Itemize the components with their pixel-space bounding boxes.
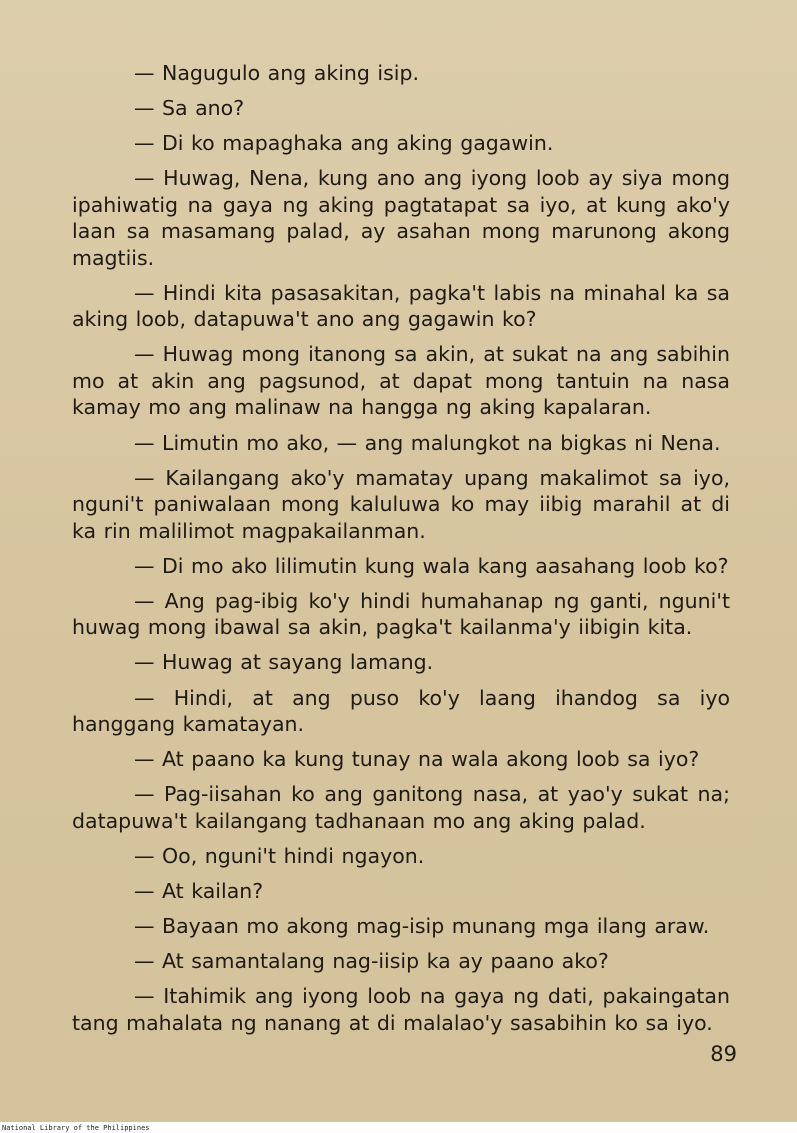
paragraph: — At kailan? <box>134 878 264 903</box>
footer-credit: National Library of the Philippines <box>2 1124 150 1132</box>
paragraph: — At samantalang nag-iisip ka ay paano ako? <box>134 949 609 974</box>
paragraph: — Ang pag-ibig ko'y hindi humahanap ng ganti, nguni't huwag mong ibawal sa akin, pagka't kailanma'y iibigin kita. <box>72 588 730 640</box>
paragraph: — Kailangang ako'y mamatay upang makalimot sa iyo, nguni't paniwalaan mong kaluluwa ko may iibig marahil at di ka rin malilimot magpakailanman. <box>72 465 730 543</box>
paragraph: — Limutin mo ako, — ang malungkot na bigkas ni Nena. <box>134 430 721 455</box>
paragraph: — Nagugulo ang aking isip. <box>134 61 420 85</box>
paragraph: — Di ko mapaghaka ang aking gagawin. <box>134 131 554 156</box>
paragraph: — Sa ano? <box>134 96 245 121</box>
paragraph: — Pag-iisahan ko ang ganitong nasa, at yao'y sukat na; datapuwa't kailangang tadhanaan mo ang aking palad. <box>72 782 730 833</box>
paragraph: — At paano ka kung tunay na wala akong loob sa iyo? <box>134 747 700 772</box>
paragraph: — Oo, nguni't hindi ngayon. <box>134 843 425 868</box>
paragraph: — Hindi, at ang puso ko'y laang ihandog sa iyo hanggang kamatayan. <box>72 685 730 737</box>
paragraph: — Hindi kita pasasakitan, pagka't labis na minahal ka sa aking loob, datapuwa't ano ang gagawin ko? <box>72 280 730 332</box>
paragraph: — Huwag, Nena, kung ano ang iyong loob ay siya mong ipahiwatig na gaya ng aking pagtatapat sa iyo, at kung ako'y laan sa masamang palad, ay asahan mong marunong akong magtiis. <box>72 166 730 270</box>
paragraph: — Di mo ako lilimutin kung wala kang aasahang loob ko? <box>134 553 729 578</box>
paragraph: — Huwag mong itanong sa akin, at sukat na ang sabihin mo at akin ang pagsunod, at dapat mong tantuin na nasa kamay mo ang malinaw na hangga ng aking kapalaran. <box>72 342 730 420</box>
paragraph: — Huwag at sayang lamang. <box>134 650 434 675</box>
paragraph: — Bayaan mo akong mag-isip munang mga ilang araw. <box>134 914 710 938</box>
page-number: 89 <box>710 1042 737 1066</box>
paragraph: — Itahimik ang iyong loob na gaya ng dati, pakaingatan tang mahalata ng nanang at di malalao'y sasabihin ko sa iyo. <box>72 984 730 1035</box>
page-text <box>72 60 730 1045</box>
